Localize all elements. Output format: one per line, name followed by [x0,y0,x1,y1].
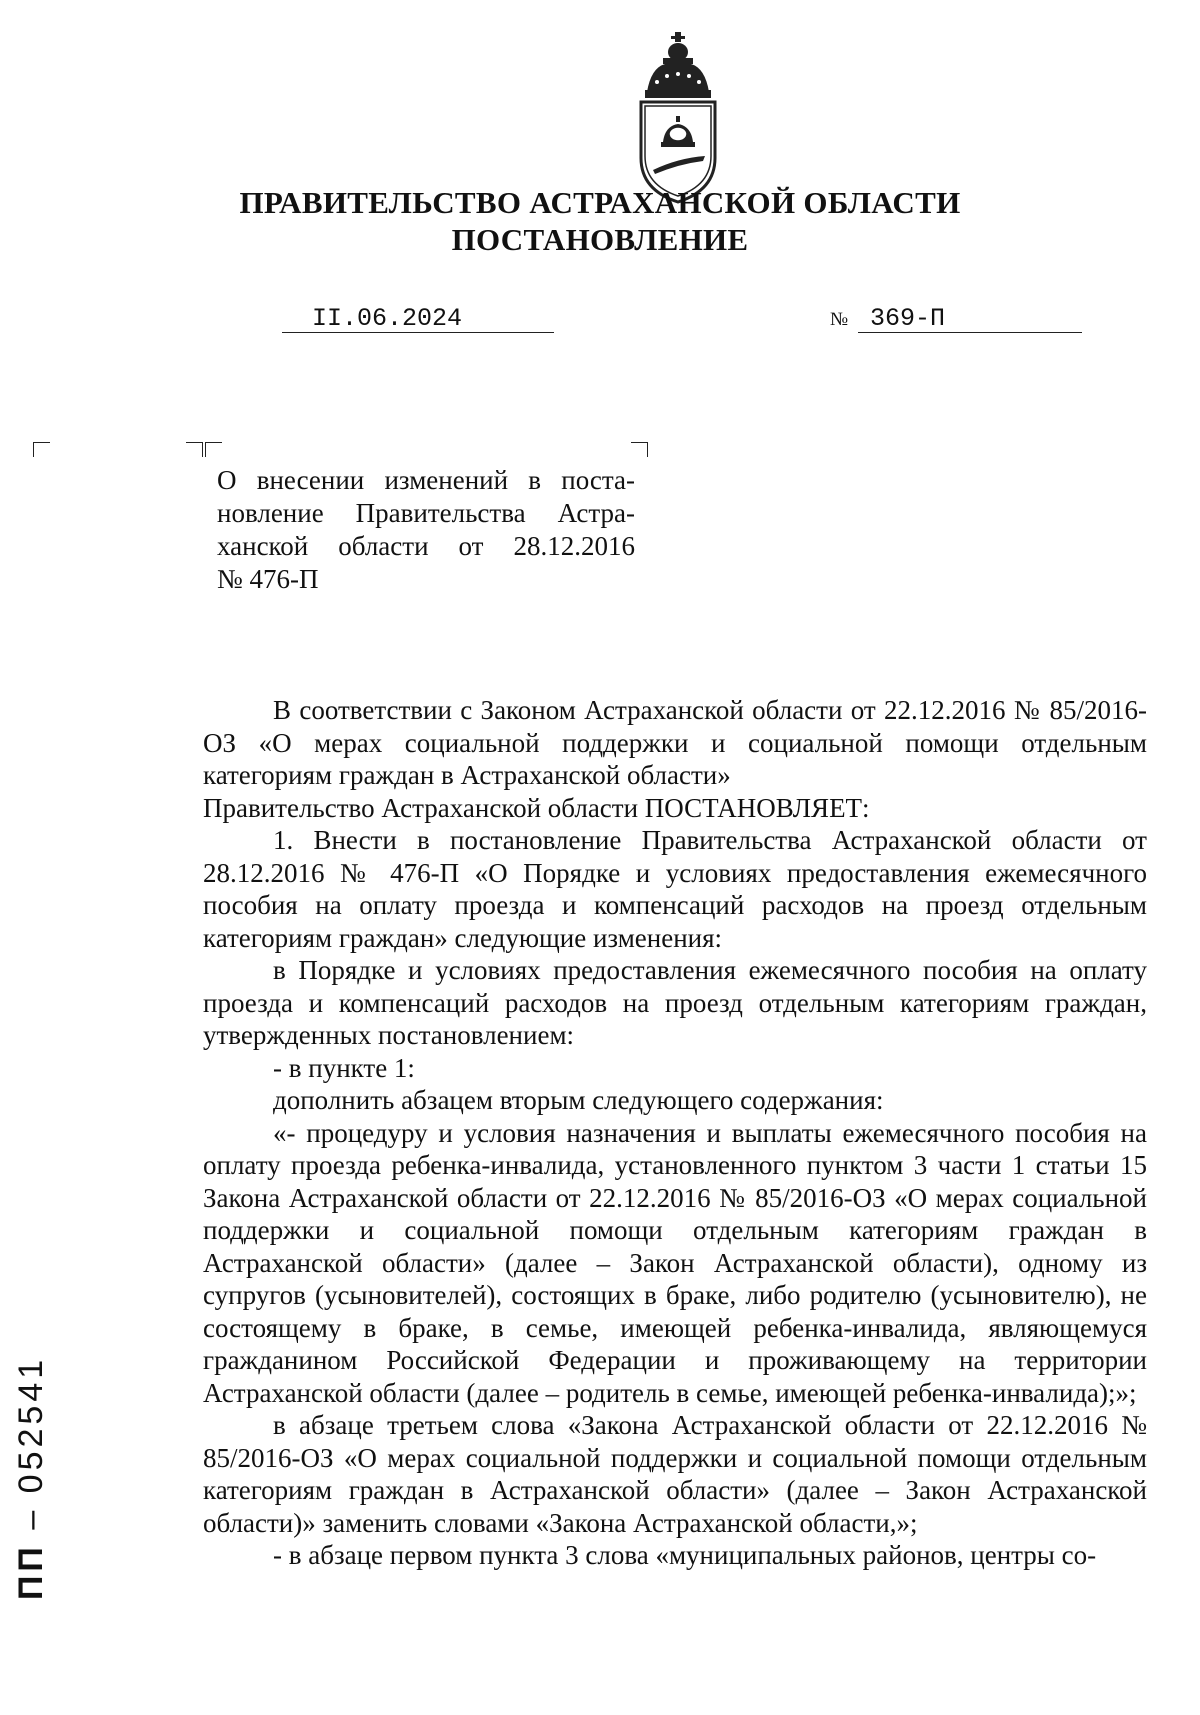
body-paragraph: - в абзаце первом пункта 3 слова «муниципальных районов, центры со- [273,1540,1097,1570]
subject-corner-mark [205,442,222,457]
subject-line: ханской области от 28.12.2016 [217,531,635,561]
document-body [203,694,1147,1572]
body-paragraph: в Порядке и условиях предоставления ежемесячного пособия на оплату проезда и компенсаций расходов на проезд отдельным категориям граждан, утвержденных постановлением: [203,955,1147,1050]
subject-corner-mark [631,442,648,457]
margin-corner-mark [33,442,50,457]
number-sign: № [830,309,849,330]
body-paragraph: в абзаце третьем слова «Закона Астраханской области от 22.12.2016 № 85/2016-ОЗ «О мерах социальной поддержки и социальной помощи отдельным категориям граждан в Астраханской области» (далее – Закон Астраханской области)» заменить словами «Закона Астраханской области,»; [203,1410,1147,1538]
document-authority: ПРАВИТЕЛЬСТВО АСТРАХАНСКОЙ ОБЛАСТИ [239,185,961,220]
subject-line: № 476-П [217,564,319,594]
document-type: ПОСТАНОВЛЕНИЕ [451,222,749,257]
body-paragraph: «- процедуру и условия назначения и выплаты ежемесячного пособия на оплату проезда ребенка-инвалида, установленного пунктом 3 части 1 статьи 15 Закона Астраханской области от 22.12.2016 № 85/2016-ОЗ «О мерах социальной поддержки и социальной помощи отдельным категориям граждан в Астраханской области» (далее – Закон Астраханской области), одному из супругов (усыновителей), состоящих в браке, либо родителю (усыновителю), не состоящему в браке, в семье, имеющей ребенка-инвалида, являющемуся гражданином Российской Федерации и проживающему на территории Астраханской области (далее – родитель в семье, имеющей ребенка-инвалида);»; [203,1117,1147,1408]
margin-corner-mark [186,442,203,457]
subject-line: новление Правительства Астра- [217,498,635,528]
document-date: II.06.2024 [312,304,463,333]
number-field [858,304,1082,333]
subject-line: О внесении изменений в поста- [217,465,635,495]
body-paragraph: 1. Внести в постановление Правительства Астраханской области от 28.12.2016 № 476-П «О Порядке и условиях предоставления ежемесячного пособия на оплату проезда и компенсаций расходов на проезд отдельным категориям граждан» следующие изменения: [203,825,1147,953]
stamp-prefix: ПП [12,1543,50,1600]
stamp-code: – 052541 [12,1355,50,1530]
body-paragraph: - в пункте 1: [273,1052,415,1083]
document-subject [217,464,635,596]
body-paragraph: Правительство Астраханской области ПОСТАНОВЛЯЕТ: [203,792,870,823]
body-paragraph: В соответствии с Законом Астраханской области от 22.12.2016 № 85/2016-ОЗ «О мерах социальной поддержки и социальной помощи отдельным категориям граждан в Астраханской области» [203,695,1147,790]
document-number: 369-П [870,304,946,333]
registration-stamp [12,1356,51,1600]
astrakhan-coat-of-arms-icon [633,30,723,206]
body-paragraph: дополнить абзацем вторым следующего содержания: [273,1085,884,1115]
date-field [282,304,554,333]
